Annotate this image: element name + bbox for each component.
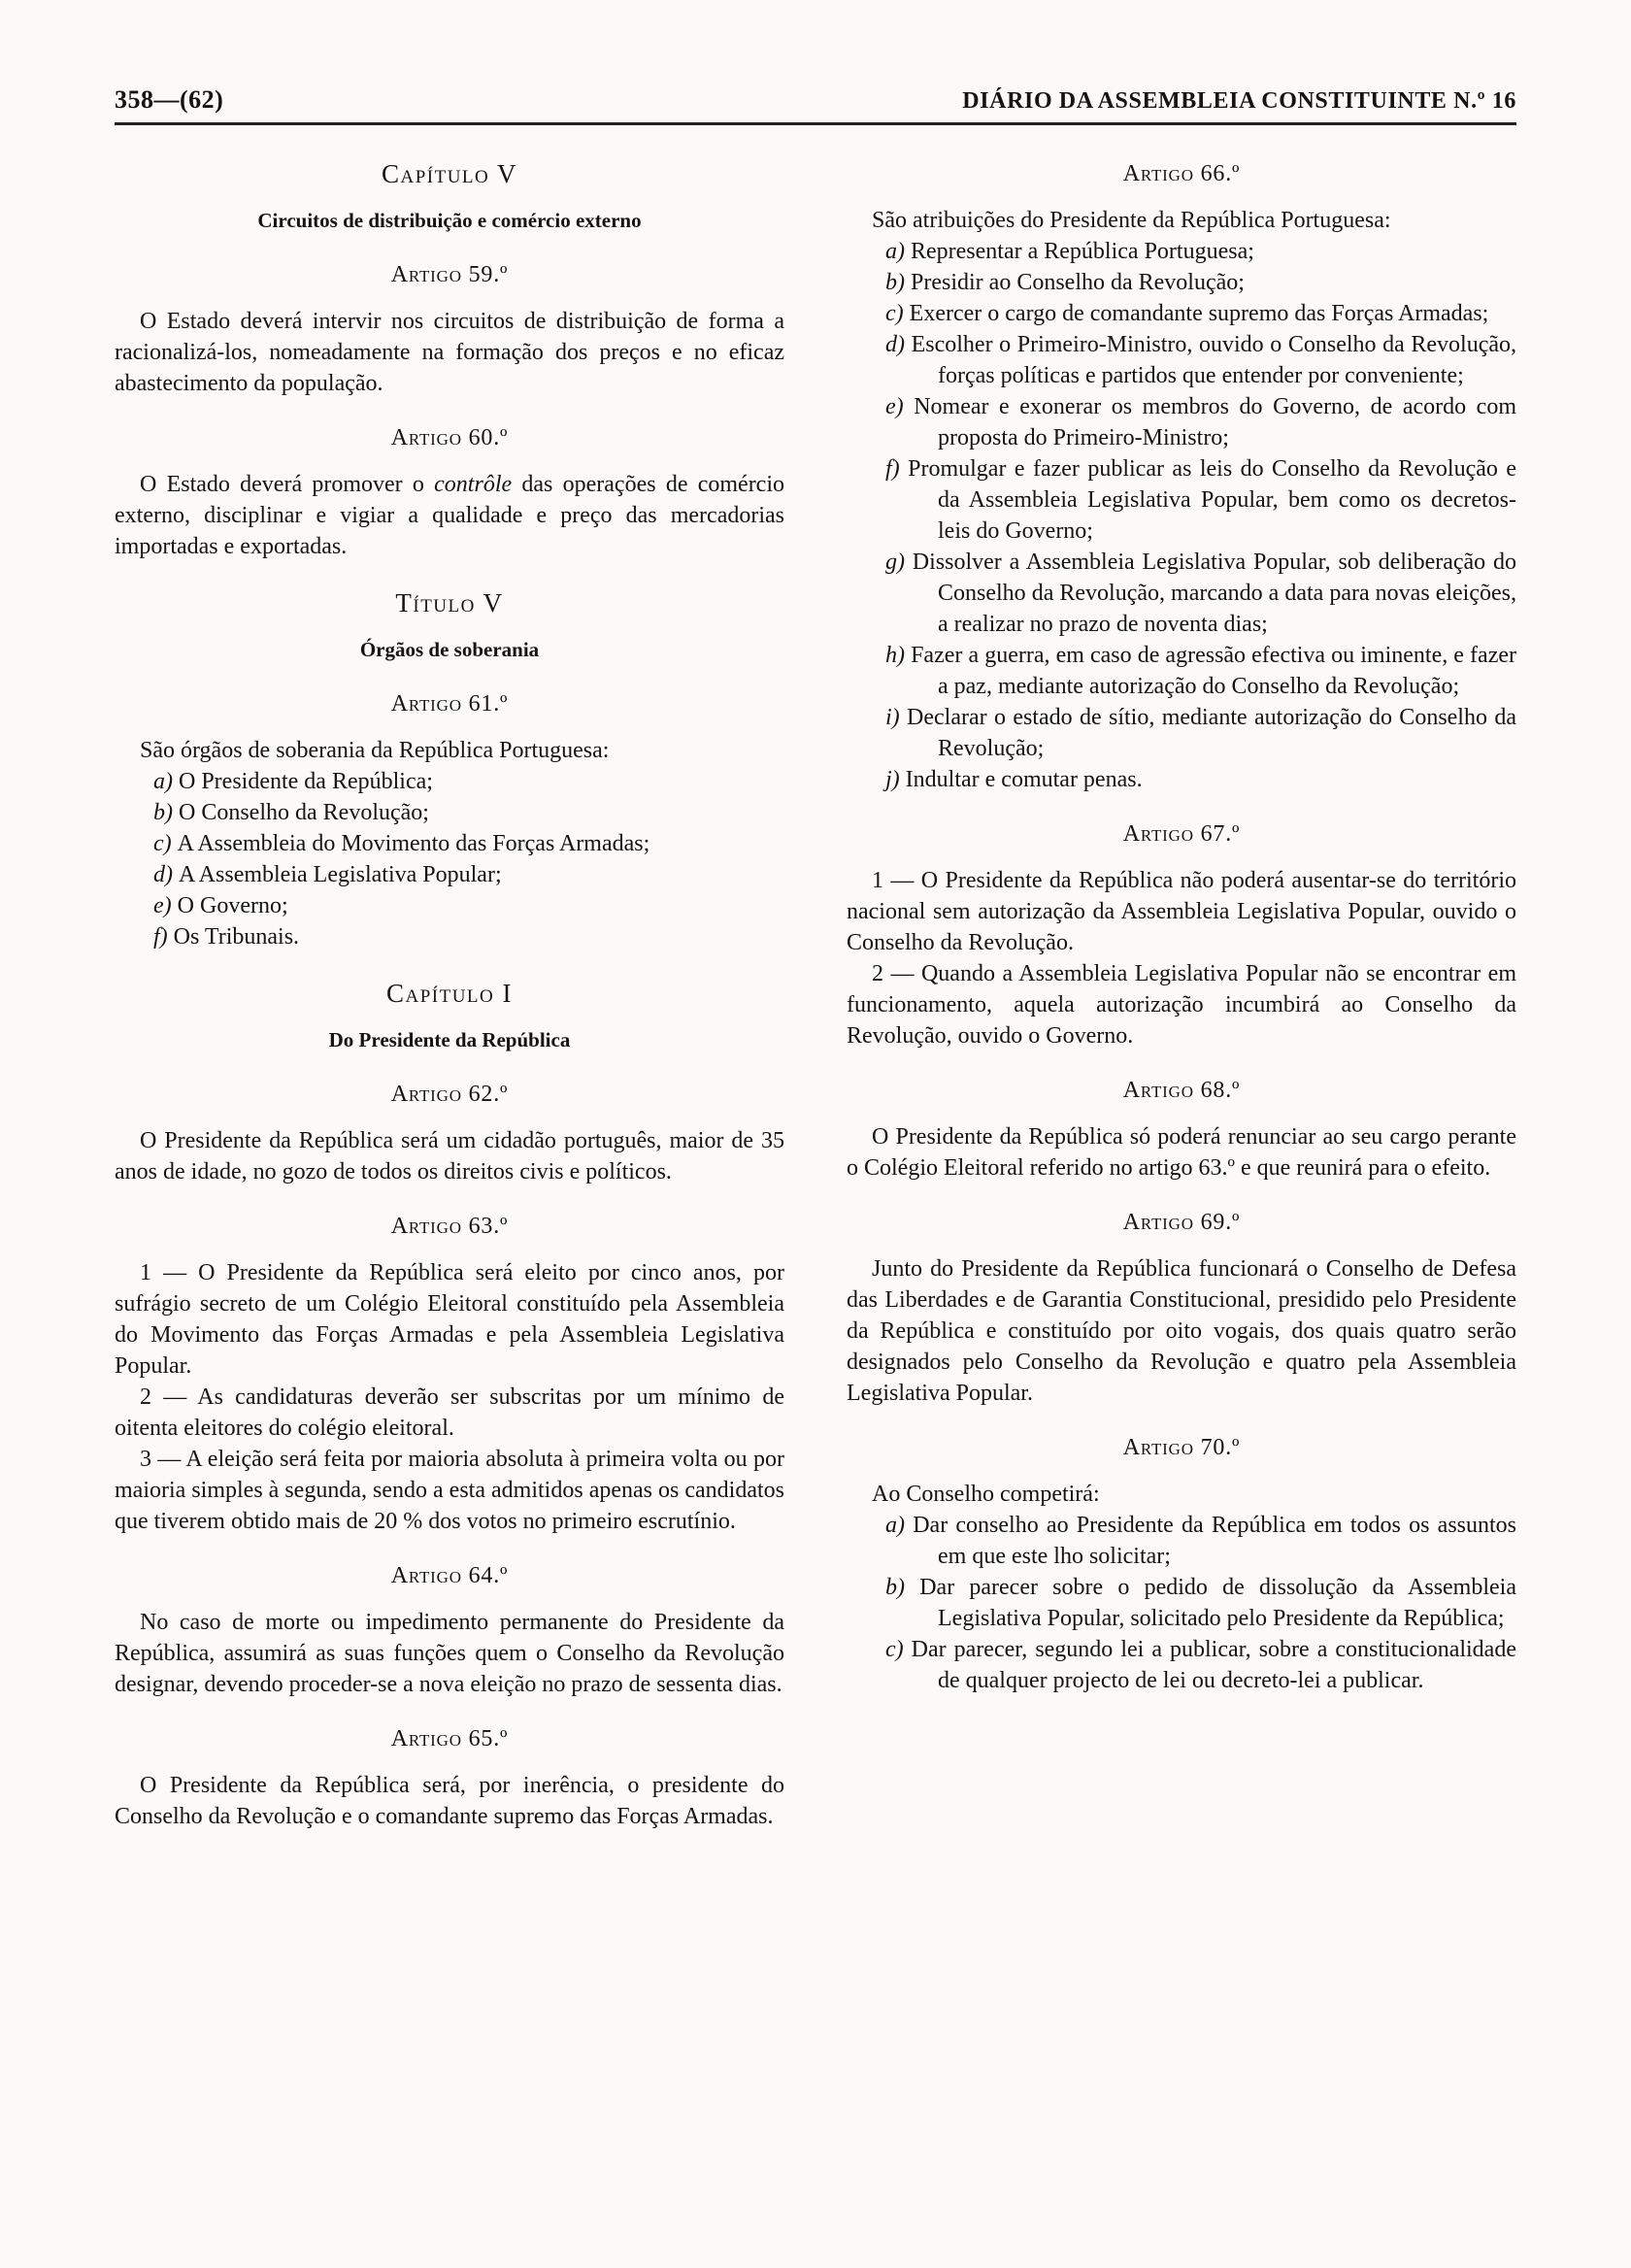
list-item: a) Representar a República Portuguesa; <box>885 239 1254 264</box>
list-item-marker: b) <box>153 800 179 825</box>
list-item: b) Dar parecer sobre o pedido de dissolução da Assembleia Legislativa Popular, solicitado pelo Presidente da República; <box>885 1575 1516 1631</box>
section-subtitle: Do Presidente da República <box>328 1028 571 1051</box>
list-item: c) Exercer o cargo de comandante supremo das Forças Armadas; <box>885 301 1489 326</box>
article-heading: Artigo 62.º <box>390 1082 509 1107</box>
left-column <box>115 154 784 1832</box>
list-item-marker: a) <box>153 769 179 794</box>
list-item-marker: c) <box>885 1637 912 1662</box>
list-item-marker: b) <box>885 270 911 295</box>
paragraph: 3 — A eleição será feita por maioria absoluta à primeira volta ou por maioria simples à segunda, sendo a esta admitidos apenas os candidatos que tiverem obtido mais de 20 % dos votos no primeiro escrutínio. <box>115 1447 784 1534</box>
list-item-marker: a) <box>885 239 911 264</box>
paragraph: 2 — As candidaturas deverão ser subscritas por um mínimo de oitenta eleitores do colégio eleitoral. <box>115 1384 784 1441</box>
list-item-marker: a) <box>885 1513 914 1538</box>
list-item-marker: f) <box>885 456 909 482</box>
chapter-heading: Capítulo I <box>385 979 514 1008</box>
paragraph: O Estado deverá intervir nos circuitos de distribuição de forma a racionalizá-los, nomeadamente na formação dos preços e no eficaz abastecimento da população. <box>115 309 784 396</box>
paragraph: O Presidente da República só poderá renunciar ao seu cargo perante o Colégio Eleitoral referido no artigo 63.º e que reunirá para o efeito. <box>847 1124 1516 1181</box>
journal-title: DIÁRIO DA ASSEMBLEIA CONSTITUINTE N.º 16 <box>962 88 1516 114</box>
list-item-marker: d) <box>885 332 912 357</box>
page-number: 358—(62) <box>115 85 224 114</box>
list-item-marker: f) <box>153 924 174 950</box>
right-column <box>847 154 1516 1832</box>
list-item: i) Declarar o estado de sítio, mediante autorização do Conselho da Revolução; <box>885 705 1516 761</box>
section-subtitle: Órgãos de soberania <box>359 638 540 661</box>
paragraph: Ao Conselho competirá: <box>872 1482 1100 1507</box>
list-item-marker: h) <box>885 643 912 668</box>
list-item: e) O Governo; <box>153 893 288 918</box>
paragraph: O Presidente da República será, por inerência, o presidente do Conselho da Revolução e o comandante supremo das Forças Armadas. <box>115 1773 784 1829</box>
list-item: b) O Conselho da Revolução; <box>153 800 429 825</box>
article-heading: Artigo 63.º <box>390 1214 509 1239</box>
list-item-marker: i) <box>885 705 908 730</box>
list-item: c) Dar parecer, segundo lei a publicar, sobre a constitucionalidade de qualquer projecto de lei ou decreto-lei a publicar. <box>885 1637 1516 1693</box>
paragraph <box>115 469 784 562</box>
text-segment: O Estado deverá promover o <box>140 472 435 497</box>
list-item-marker: e) <box>885 394 915 419</box>
list-item: f) Promulgar e fazer publicar as leis do Conselho da Revolução e da Assembleia Legislativa Popular, bem como os decretos-leis do Governo; <box>885 456 1516 544</box>
article-heading: Artigo 70.º <box>1122 1435 1241 1460</box>
article-heading: Artigo 64.º <box>390 1563 509 1588</box>
article-heading: Artigo 69.º <box>1122 1210 1241 1235</box>
paragraph: 1 — O Presidente da República não poderá ausentar-se do território nacional sem autorização da Assembleia Legislativa Popular, ouvido o Conselho da Revolução. <box>847 868 1516 955</box>
list-item: e) Nomear e exonerar os membros do Governo, de acordo com proposta do Primeiro-Ministro; <box>885 394 1516 450</box>
article-heading: Artigo 60.º <box>390 425 509 450</box>
chapter-heading: Título V <box>395 588 504 617</box>
text-segment: das operações de comércio externo, disciplinar e vigiar a qualidade e preço das mercadorias importadas e exportadas. <box>115 472 785 559</box>
header-rule <box>115 122 1516 125</box>
list-item: d) A Assembleia Legislativa Popular; <box>153 862 502 887</box>
article-heading: Artigo 68.º <box>1122 1078 1241 1103</box>
list-item: c) A Assembleia do Movimento das Forças Armadas; <box>153 831 650 856</box>
paragraph: São atribuições do Presidente da República Portuguesa: <box>872 208 1391 233</box>
list-item: a) Dar conselho ao Presidente da República em todos os assuntos em que este lho solicitar; <box>885 1513 1517 1569</box>
list-item-marker: d) <box>153 862 179 887</box>
paragraph: O Presidente da República será um cidadão português, maior de 35 anos de idade, no gozo de todos os direitos civis e políticos. <box>115 1128 784 1184</box>
article-heading: Artigo 65.º <box>390 1726 509 1751</box>
article-heading: Artigo 59.º <box>390 262 509 287</box>
list-item: a) O Presidente da República; <box>153 769 433 794</box>
article-heading: Artigo 67.º <box>1122 821 1241 847</box>
list-item-marker: c) <box>153 831 178 856</box>
article-heading: Artigo 61.º <box>390 691 509 717</box>
paragraph: São órgãos de soberania da República Portuguesa: <box>140 738 610 763</box>
article-heading: Artigo 66.º <box>1122 161 1241 186</box>
chapter-heading: Capítulo V <box>381 159 518 188</box>
list-item: b) Presidir ao Conselho da Revolução; <box>885 270 1245 295</box>
emphasized-text: contrôle <box>434 472 513 497</box>
paragraph: Junto do Presidente da República funcionará o Conselho de Defesa das Liberdades e de Garantia Constitucional, presidido pelo Presidente da República e constituído por oito vogais, dos quais quatro serão designados pelo Conselho da Revolução e quatro pela Assembleia Legislativa Popular. <box>847 1256 1516 1406</box>
list-item: f) Os Tribunais. <box>153 924 300 950</box>
list-item: d) Escolher o Primeiro-Ministro, ouvido o Conselho da Revolução, forças políticas e partidos que entender por conveniente; <box>885 332 1516 388</box>
list-item-marker: c) <box>885 301 910 326</box>
list-item: h) Fazer a guerra, em caso de agressão efectiva ou iminente, e fazer a paz, mediante autorização do Conselho da Revolução; <box>885 643 1516 699</box>
page-header <box>115 85 1516 115</box>
paragraph: 2 — Quando a Assembleia Legislativa Popular não se encontrar em funcionamento, aquela autorização incumbirá ao Conselho da Revolução, ouvido o Governo. <box>847 961 1516 1049</box>
list-item-marker: g) <box>885 550 913 575</box>
section-subtitle: Circuitos de distribuição e comércio externo <box>257 209 642 232</box>
page-columns <box>115 154 1516 1832</box>
paragraph: 1 — O Presidente da República será eleito por cinco anos, por sufrágio secreto de um Colégio Eleitoral constituído pela Assembleia do Movimento das Forças Armadas e pela Assembleia Legislativa Popular. <box>115 1260 784 1379</box>
list-item-marker: e) <box>153 893 178 918</box>
paragraph: No caso de morte ou impedimento permanente do Presidente da República, assumirá as suas funções quem o Conselho da Revolução designar, devendo proceder-se a nova eleição no prazo de sessenta dias. <box>115 1610 784 1697</box>
list-item-marker: j) <box>885 767 906 792</box>
list-item: g) Dissolver a Assembleia Legislativa Popular, sob deliberação do Conselho da Revolução, marcando a data para novas eleições, a realizar no prazo de noventa dias; <box>885 550 1516 637</box>
list-item-marker: b) <box>885 1575 920 1600</box>
list-item: j) Indultar e comutar penas. <box>885 767 1143 792</box>
